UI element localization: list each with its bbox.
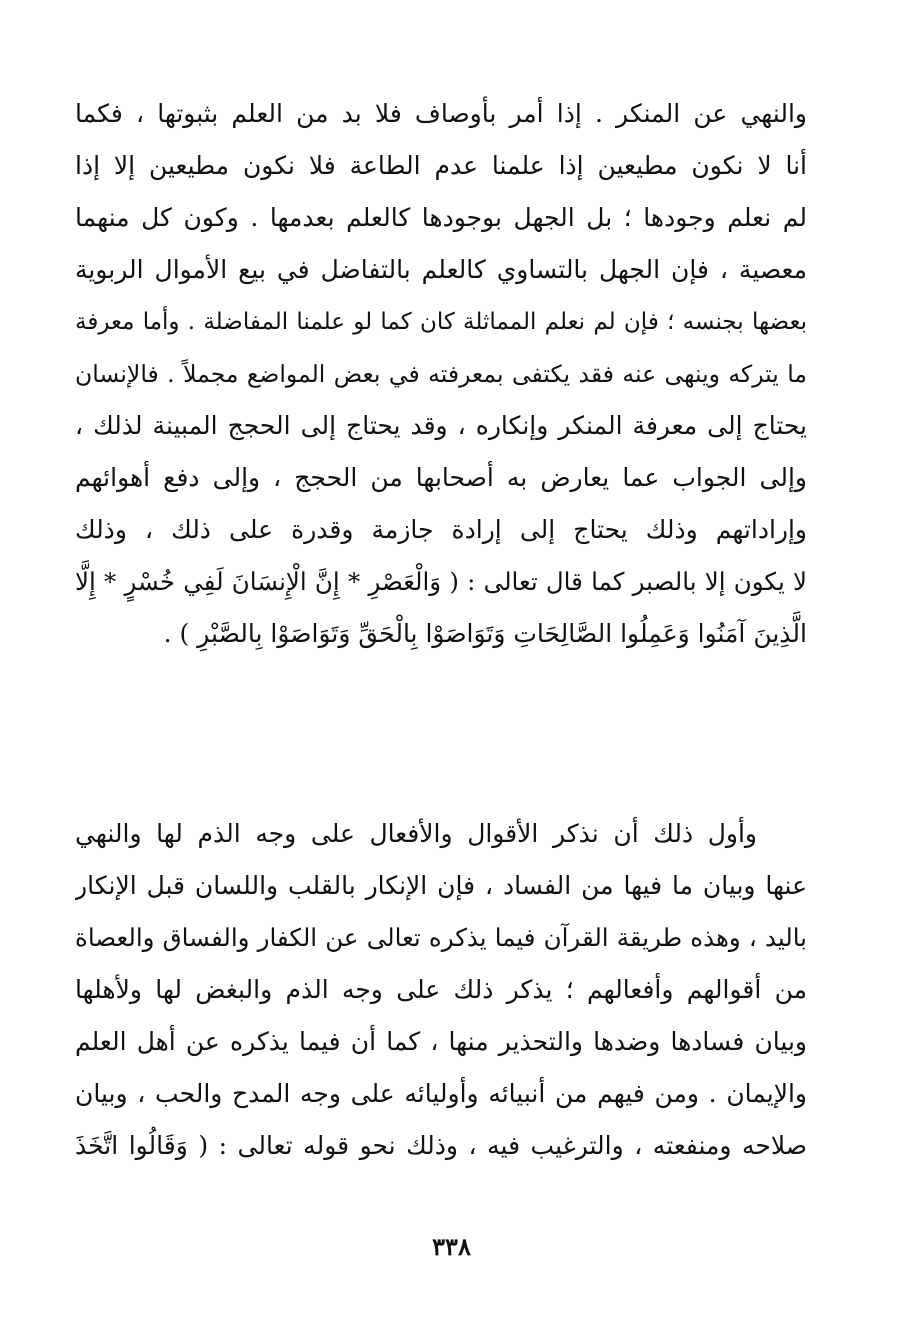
- text-line: باليد ، وهذه طريقة القرآن فيما يذكره تعالى عن الكفار والفساق والعصاة: [75, 923, 807, 952]
- page-number: ٣٣٨: [432, 1232, 471, 1261]
- quran-verse-line: لا يكون إلا بالصبر كما قال تعالى : ( وَالْعَصْرِ * إِنَّ الْإِنسَانَ لَفِي خُسْرٍ * إِلَّا: [75, 567, 807, 596]
- text-line: من أقوالهم وأفعالهم ؛ يذكر ذلك على وجه الذم والبغض لها ولأهلها: [75, 975, 807, 1004]
- text-line: عنها وبيان ما فيها من الفساد ، فإن الإنكار بالقلب واللسان قبل الإنكار: [75, 871, 807, 900]
- text-line: وأول ذلك أن نذكر الأقوال والأفعال على وجه الذم لها والنهي: [75, 819, 757, 848]
- text-line: يحتاج إلى معرفة المنكر وإنكاره ، وقد يحتاج إلى الحجج المبينة لذلك ،: [75, 411, 807, 440]
- text-line: لم نعلم وجودها ؛ بل الجهل بوجودها كالعلم بعدمها . وكون كل منهما: [75, 203, 807, 232]
- text-line: وبيان فسادها وضدها والتحذير منها ، كما أن فيما يذكره عن أهل العلم: [75, 1027, 807, 1056]
- text-line: أنا لا نكون مطيعين إذا علمنا عدم الطاعة فلا نكون مطيعين إلا إذا: [75, 151, 807, 180]
- text-line: معصية ، فإن الجهل بالتساوي كالعلم بالتفاضل في بيع الأموال الربوية: [75, 255, 807, 284]
- text-line: وإلى الجواب عما يعارض به أصحابها من الحجج ، وإلى دفع أهوائهم: [75, 463, 807, 492]
- text-line: بعضها بجنسه ؛ فإن لم نعلم المماثلة كان كما لو علمنا المفاضلة . وأما معرفة: [75, 309, 807, 335]
- text-line: وإراداتهم وذلك يحتاج إلى إرادة جازمة وقدرة على ذلك ، وذلك: [75, 515, 807, 544]
- paragraph-1: [75, 88, 807, 660]
- paragraph-2: [75, 808, 807, 1172]
- text-line: والإيمان . ومن فيهم من أنبيائه وأوليائه على وجه المدح والحب ، وبيان: [75, 1079, 807, 1108]
- text-line: صلاحه ومنفعته ، والترغيب فيه ، وذلك نحو قوله تعالى : ( وَقَالُوا اتَّخَذَ: [75, 1131, 807, 1160]
- quran-verse-line: الَّذِينَ آمَنُوا وَعَمِلُوا الصَّالِحَاتِ وَتَوَاصَوْا بِالْحَقِّ وَتَوَاصَوْا بِالصَّبْرِ ) .: [163, 619, 807, 648]
- text-line: ما يتركه وينهى عنه فقد يكتفى بمعرفته في بعض المواضع مجملاً . فالإنسان: [75, 360, 807, 388]
- text-line: والنهي عن المنكر . إذا أمر بأوصاف فلا بد من العلم بثبوتها ، فكما: [75, 99, 807, 128]
